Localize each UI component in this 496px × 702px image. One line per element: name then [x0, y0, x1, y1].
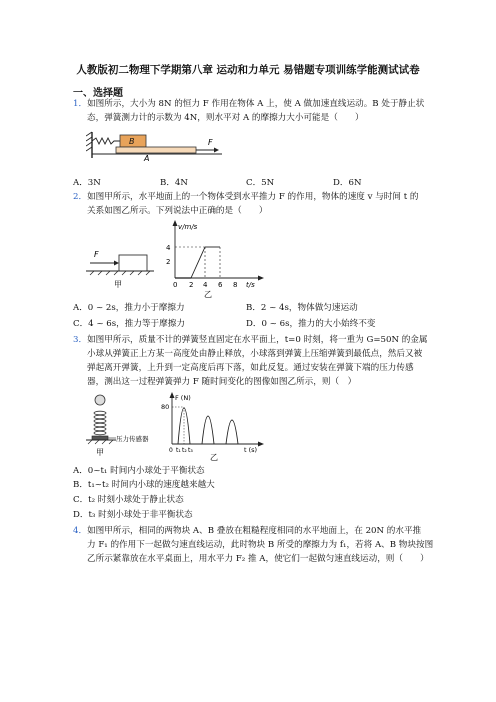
x-tick: 6 — [218, 281, 223, 289]
x-tick: t₃ — [188, 447, 193, 454]
option-a: A．0 ~ 2s，推力小于摩擦力 — [73, 303, 185, 313]
question-text: 如图甲所示，水平地面上的一个物体受到水平推力 F 的作用，物体的速度 v 与时间 t 的 — [87, 192, 419, 202]
option-b: B．2 ~ 4s，物体做匀速运动 — [246, 303, 358, 313]
question-1-line-2: 态，弹簧测力计的示数为 4N，则水平对 A 的摩擦力大小可能是（ ） — [87, 113, 364, 123]
y-tick: 2 — [166, 258, 171, 266]
option-a: A．0~t₁ 时间内小球处于平衡状态 — [73, 466, 205, 476]
figure-caption: 甲 — [96, 448, 104, 457]
board-a-label: A — [144, 154, 150, 163]
question-text: 如图所示，大小为 8N 的恒力 F 作用在物体 A 上，使 A 做加速直线运动。B 处于静止状 — [87, 99, 425, 109]
question-number: 4． — [73, 526, 88, 536]
x-tick: 4 — [203, 281, 208, 289]
x-tick: t₁ — [176, 447, 181, 454]
question-3-line-1 — [73, 334, 428, 346]
question-4-line-3: 乙所示紧靠放在水平桌面上，用水平力 F₂ 推 A，使它们一起做匀速直线运动，则（ ） — [87, 554, 429, 564]
x-tick: 8 — [233, 281, 238, 289]
question-1-figure — [86, 128, 226, 164]
option-d: D．t₃ 时刻小球处于非平衡状态 — [73, 510, 193, 520]
question-3-line-3: 弹起离开弹簧，上升到一定高度后再下落，如此反复。通过安装在弹簧下端的压力传感 — [87, 363, 414, 373]
option-b: B．t₁~t₂ 时间内小球的速度越来越大 — [73, 480, 215, 490]
question-text: 如图甲所示，质量不计的弹簧竖直固定在水平面上，t=0 时刻，将一重为 G=50N 的金属 — [87, 335, 428, 345]
y-tick: 4 — [166, 244, 171, 252]
question-number: 1． — [73, 99, 88, 109]
force-label: F — [208, 138, 213, 147]
question-2-line-1 — [73, 191, 419, 203]
x-tick: t₂ — [182, 447, 187, 454]
question-number: 3． — [73, 335, 88, 345]
question-2-figure-left — [86, 242, 156, 292]
x-axis-label: t (s) — [244, 446, 258, 454]
option-c: C．5N — [246, 178, 275, 188]
figure-caption: 甲 — [114, 280, 122, 289]
y-axis-label: F (N) — [175, 394, 191, 402]
question-3-line-2: 小球从弹簧正上方某一高度处由静止释放，小球落到弹簧上压缩弹簧到最低点，然后又被 — [87, 349, 423, 359]
option-d: D．0 ~ 6s，推力的大小始终不变 — [246, 319, 376, 329]
option-b: B．4N — [160, 178, 188, 188]
question-3-force-graph — [160, 392, 270, 462]
block-b-label: B — [129, 137, 135, 146]
y-axis-label: v/m/s — [178, 223, 198, 231]
option-c: C．4 ~ 6s，推力等于摩擦力 — [73, 319, 185, 329]
question-1-line-1 — [73, 98, 424, 110]
question-4-line-2: 力 F₁ 的作用下一起做匀速直线运动，此时物块 B 所受的摩擦力为 f₁，若将 A、B 物块按图 — [87, 540, 434, 550]
force-label: F — [94, 250, 99, 259]
question-2-line-2: 关系如图乙所示。下列说法中正确的是（ ） — [87, 206, 268, 216]
sensor-label: 压力传感器 — [116, 435, 149, 443]
question-number: 2． — [73, 192, 88, 202]
question-text: 如图甲所示，相同的两物块 A、B 叠放在粗糙程度相同的水平地面上，在 20N 的水平推 — [87, 526, 422, 536]
question-3-line-4: 器，测出这一过程弹簧弹力 F 随时间变化的图像如图乙所示，则（ ） — [87, 377, 357, 387]
x-axis-label: t/s — [246, 281, 255, 289]
y-tick: 80 — [161, 403, 170, 411]
question-3-figure-left — [86, 393, 166, 461]
option-a: A．3N — [73, 178, 101, 188]
x-tick: 0 — [173, 281, 178, 289]
option-c: C．t₂ 时刻小球处于静止状态 — [73, 495, 184, 505]
figure-caption: 乙 — [210, 453, 218, 462]
figure-caption: 乙 — [204, 290, 212, 298]
question-2-velocity-graph — [160, 218, 270, 298]
x-tick: 2 — [189, 281, 194, 289]
x-tick: 0 — [169, 447, 173, 454]
page-title: 人教版初二物理下学期第八章 运动和力单元 易错题专项训练学能测试试卷 — [76, 64, 420, 76]
question-4-line-1 — [73, 525, 421, 537]
option-d: D．6N — [333, 178, 362, 188]
section-heading: 一、选择题 — [73, 88, 123, 99]
